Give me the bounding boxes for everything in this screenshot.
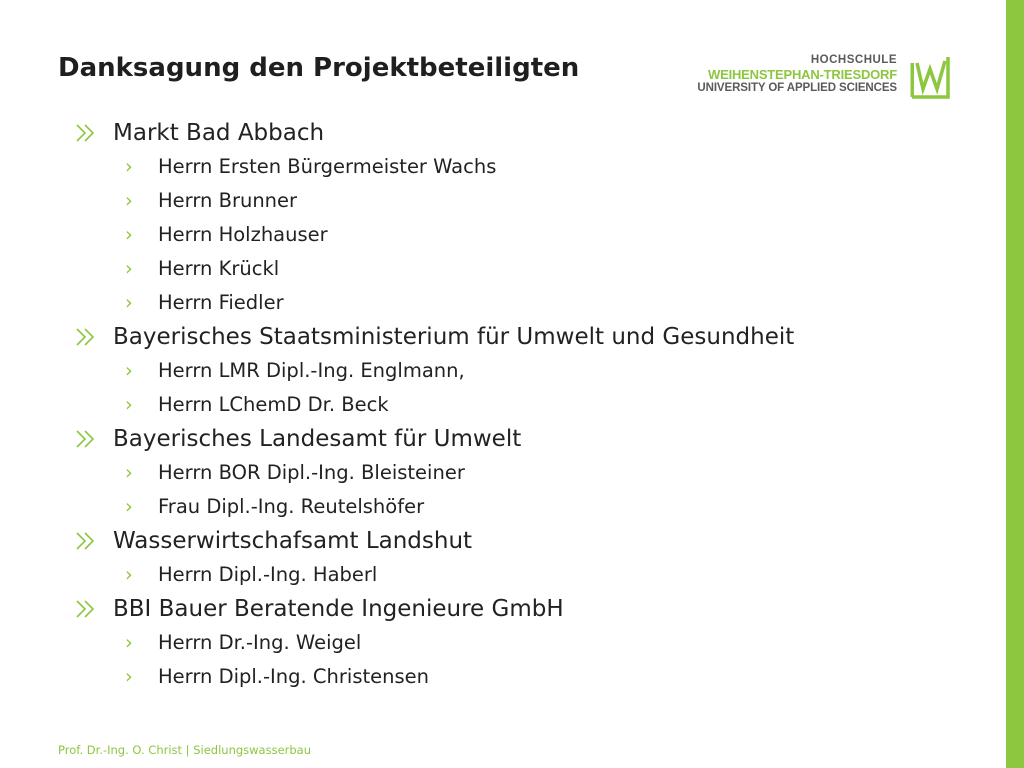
sub-bullet-item <box>75 558 995 592</box>
bullet-list <box>75 116 995 694</box>
sub-bullet-label: Herrn Dr.-Ing. Weigel <box>158 631 362 654</box>
sub-bullet-list <box>113 354 995 422</box>
chevron-right-icon: › <box>125 495 133 518</box>
logo-line-3: UNIVERSITY OF APPLIED SCIENCES <box>697 82 897 94</box>
sub-bullet-label: Frau Dipl.-Ing. Reutelshöfer <box>158 495 425 518</box>
sub-bullet-label: Herrn Ersten Bürgermeister Wachs <box>158 155 497 178</box>
university-logo-icon <box>909 55 951 99</box>
double-chevron-right-icon <box>75 599 97 619</box>
bullet-label: Bayerisches Staatsministerium für Umwelt und Gesundheit <box>113 324 795 350</box>
sub-bullet-item <box>75 626 995 660</box>
sub-bullet-list <box>113 626 995 694</box>
sub-bullet-label: Herrn Holzhauser <box>158 223 328 246</box>
chevron-right-icon: › <box>125 189 133 212</box>
bullet-item <box>75 116 995 320</box>
chevron-right-icon: › <box>125 257 133 280</box>
bullet-item <box>75 422 995 524</box>
bullet-label: BBI Bauer Beratende Ingenieure GmbH <box>113 596 564 622</box>
sub-bullet-item <box>75 286 995 320</box>
logo-line-1: HOCHSCHULE <box>810 54 897 66</box>
double-chevron-right-icon <box>75 123 97 143</box>
accent-sidebar-bar <box>1006 0 1024 768</box>
sub-bullet-list <box>113 558 995 592</box>
chevron-right-icon: › <box>125 393 133 416</box>
sub-bullet-label: Herrn Brunner <box>158 189 298 212</box>
logo-line-2: WEIHENSTEPHAN-TRIESDORF <box>708 67 897 82</box>
double-chevron-right-icon <box>75 531 97 551</box>
chevron-right-icon: › <box>125 665 133 688</box>
sub-bullet-item <box>75 660 995 694</box>
sub-bullet-label: Herrn LMR Dipl.-Ing. Englmann, <box>158 359 465 382</box>
chevron-right-icon: › <box>125 155 133 178</box>
sub-bullet-label: Herrn Fiedler <box>158 291 284 314</box>
logo-text <box>683 54 897 95</box>
sub-bullet-item <box>75 252 995 286</box>
sub-bullet-item <box>75 354 995 388</box>
bullet-label: Bayerisches Landesamt für Umwelt <box>113 426 522 452</box>
sub-bullet-list <box>113 150 995 320</box>
slide-title: Danksagung den Projektbeteiligten <box>58 53 580 83</box>
sub-bullet-label: Herrn LChemD Dr. Beck <box>158 393 389 416</box>
chevron-right-icon: › <box>125 631 133 654</box>
footer-text: Prof. Dr.-Ing. O. Christ | Siedlungswasserbau <box>58 743 312 757</box>
sub-bullet-item <box>75 150 995 184</box>
sub-bullet-item <box>75 490 995 524</box>
sub-bullet-label: Herrn Krückl <box>158 257 280 280</box>
bullet-label: Markt Bad Abbach <box>113 120 325 146</box>
sub-bullet-label: Herrn Dipl.-Ing. Christensen <box>158 665 430 688</box>
bullet-label: Wasserwirtschafsamt Landshut <box>113 528 473 554</box>
bullet-item <box>75 592 995 694</box>
university-logo <box>683 54 953 104</box>
chevron-right-icon: › <box>125 223 133 246</box>
double-chevron-right-icon <box>75 327 97 347</box>
sub-bullet-item <box>75 388 995 422</box>
sub-bullet-item <box>75 218 995 252</box>
sub-bullet-list <box>113 456 995 524</box>
chevron-right-icon: › <box>125 461 133 484</box>
double-chevron-right-icon <box>75 429 97 449</box>
sub-bullet-label: Herrn BOR Dipl.-Ing. Bleisteiner <box>158 461 465 484</box>
bullet-item <box>75 320 995 422</box>
chevron-right-icon: › <box>125 359 133 382</box>
sub-bullet-item <box>75 456 995 490</box>
sub-bullet-label: Herrn Dipl.-Ing. Haberl <box>158 563 378 586</box>
bullet-item <box>75 524 995 592</box>
chevron-right-icon: › <box>125 563 133 586</box>
sub-bullet-item <box>75 184 995 218</box>
chevron-right-icon: › <box>125 291 133 314</box>
